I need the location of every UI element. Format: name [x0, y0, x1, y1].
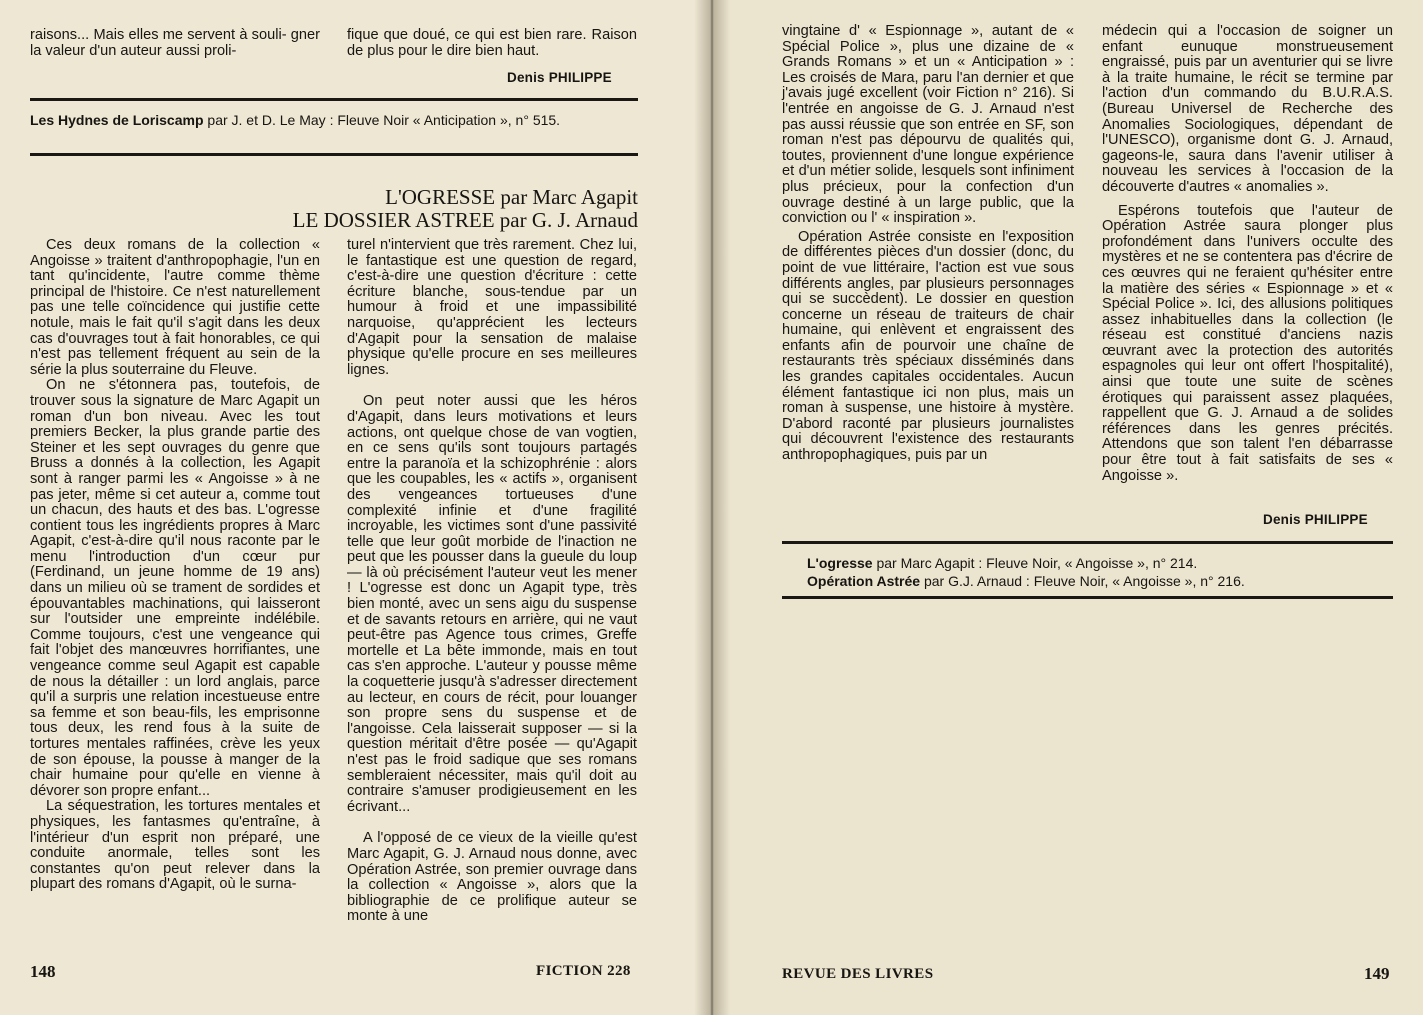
paragraph: On ne s'étonnera pas, toutefois, de trouver sous la signature de Marc Agapit un roman d'un bon niveau. Avec les tout premiers Becker, la plus grande partie des Steiner et les sept ouvrages du genre que Bruss a donnés à la collection, les Agapit sont à ranger parmi les « Angoisse » à ne pas jeter, même si cet auteur a, comme tout un chacun, des hauts et des bas. L'ogresse contient tous les ingrédients propres à Marc Agapit, c'est-à-dire qu'il nous raconte par le menu l'introduction d'un cœur pur (Ferdinand, un jeune homme de 19 ans) dans un milieu où se trament de sordides et épouvantables machinations, qui laisseront sur l'outsider une empreinte indélébile. Comme toujours, c'est une vengeance qui fait l'objet des manœuvres horrifiantes, une vengeance comme seul Agapit est capable de nous la détailler : un lord anglais, parce qu'il a surpris une relation incestueuse entre sa femme et son beau-fils, les emprisonne tous deux, les rend fous à la suite de tortures mentales raffinées, crève les yeux de son épouse, la pousse à manger de la chair humaine pour qu'elle en vienne à dévorer son propre enfant... — [30, 377, 320, 799]
biblio-title: Les Hydnes de Loriscamp — [30, 112, 204, 128]
left-column-2 — [347, 238, 637, 925]
heading-ogresse: L'OGRESSE par Marc Agapit — [385, 185, 638, 209]
biblio-ogresse — [807, 555, 1393, 572]
biblio-title: Opération Astrée — [807, 573, 921, 589]
paragraph: fique que doué, ce qui est bien rare. Raison de plus pour le dire bien haut. — [347, 27, 637, 59]
paragraph: médecin qui a l'occasion de soigner un enfant eunuque monstrueusement engraissé, puis par un aventurier qui se livre à la traite humaine, le récit se termine par l'action d'un commando du B.U.R.A.S. (Bureau Universel de Recherche des Anomalies Sociologiques, dépendant de l'UNESCO), organisme dont G. J. Arnaud, gageons-le, saura dans l'avenir utiliser à nouveau les services à l'occasion de la découverte d'autres « anomalies ». — [1102, 23, 1393, 195]
left-top-column-1 — [30, 28, 320, 59]
divider — [782, 541, 1393, 544]
right-column-1 — [782, 24, 1074, 464]
right-page — [712, 0, 1423, 1015]
biblio-details: par Marc Agapit : Fleuve Noir, « Angoisse », n° 214. — [872, 555, 1198, 571]
biblio-title: L'ogresse — [807, 555, 873, 571]
page-number-right: 149 — [1364, 964, 1390, 983]
paragraph: Opération Astrée consiste en l'exposition de différentes pièces d'un dossier (donc, du point de vue littéraire, l'action est vue sous différents angles, par plusieurs personnages qui se succèdent). Le dossier en question concerne un réseau de traiteurs de chair humaine, qui enlèvent et engraissent des enfants afin de pourvoir une chaîne de restaurants très spéciaux disséminés dans les grandes capitales occidentales. Aucun élément fantastique ici non plus, mais un roman à suspense, une histoire à mystère. D'abord raconté par plusieurs journalistes qui découvrent l'existence des restaurants anthropophagiques, puis par un — [782, 228, 1074, 464]
paragraph: A l'opposé de ce vieux de la vieille qu'est Marc Agapit, G. J. Arnaud nous donne, avec Opération Astrée, son premier ouvrage dans la collection « Angoisse », alors que la bibliographie de ce prolifique auteur se monte à une — [347, 830, 637, 925]
review-heading — [30, 185, 638, 235]
paragraph: vingtaine d' « Espionnage », autant de « Spécial Police », plus une dizaine de « Grands Romans » et un « Anticipation » : Les croisés de Mara, paru l'an dernier et que j'avais jugé excellent (voir Fiction n° 216). Si l'entrée en angoisse de G. J. Arnaud n'est pas aussi réussie que son entrée en SF, son roman n'est pas dépourvu de qualités qui, toutes, proviennent d'une longue expérience et d'un métier solide, lesquels sont infiniment plus précieux, pour la confection d'un ouvrage destiné à un large public, que la conviction ou l' « inspiration ». — [782, 23, 1074, 227]
book-gutter — [694, 0, 730, 1015]
left-top-column-2 — [347, 28, 637, 59]
biblio-details: par J. et D. Le May : Fleuve Noir « Anticipation », n° 515. — [203, 112, 561, 128]
paragraph: turel n'intervient que très rarement. Chez lui, le fantastique est une question de regard, c'est-à-dire une question d'écriture : cette écriture blanche, sous-tendue par un humour à froid et une impassibilité narquoise, qu'apprécient les lecteurs d'Agapit pour la sensation de malaise physique qu'elle procure en ses meilleures lignes. — [347, 237, 637, 378]
left-column-1 — [30, 238, 320, 893]
signature: Denis PHILIPPE — [1263, 512, 1368, 527]
paragraph: Ces deux romans de la collection « Angoisse » traitent d'anthropophagie, l'un en tant qu'incidente, l'autre comme thème principal de l'histoire. Ce n'est naturellement pas une telle coïncidence qui justifie cette notule, mais le fait qu'il s'agit dans les deux cas d'ouvrages tout à fait honorables, ce qui n'est pas tellement fréquent au sein de la série la plus souterraine du Fleuve. — [30, 237, 320, 378]
biblio-operation-astree — [807, 573, 1393, 590]
divider — [782, 596, 1393, 599]
top-signature: Denis PHILIPPE — [507, 70, 612, 85]
paragraph: Espérons toutefois que l'auteur de Opération Astrée saura plonger plus profondément dans l'univers occulte des mystères et ne se contentera pas d'écrire de ces œuvres qui ne feraient qu'hésiter entre la matière des séries « Espionnage » et « Spécial Police ». Ici, des allusions politiques assez inhabituelles dans la collection (le réseau est constitué d'anciens nazis œuvrant avec la protection des autorités espagnoles qui leur ont offert l'hospitalité), ainsi que toute une suite de scènes érotiques qui paraissent assez plaquées, rappellent que G. J. Arnaud a de solides références dans les genres précités. Attendons que son talent l'en débarrasse pour être tout à fait satisfaits de ses « Angoisse ». — [1102, 202, 1393, 484]
paragraph: La séquestration, les tortures mentales et physiques, les fantasmes qu'entraîne, à l'intérieur d'un esprit non préparé, une conduite anormale, telles sont les constantes qu'on peut relever dans la plupart des romans d'Agapit, où le surna- — [30, 798, 320, 893]
paragraph: On peut noter aussi que les héros d'Agapit, dans leurs motivations et leurs actions, ont quelque chose de van vogtien, en ce sens qu'ils sont toujours partagés entre la paranoïa et la schizophrénie : alors que les coupables, les « actifs », organisent des vengeances tortueuses d'une complexité infinie et d'une fragilité incroyable, les victimes sont d'une passivité telle que leur goût morbide de l'inaction ne peut que les pousser dans la gueule du loup — là où précisément l'auteur veut les mener ! L'ogresse est donc un Agapit type, très bien monté, avec un sens aigu du suspense et de savants retours en arrière, qui ne vaut peut-être pas Agence tous crimes, Greffe mortelle et La bête immonde, mais en tout cas s'en approche. L'auteur y pousse même la coquetterie jusqu'à s'adresser directement au lecteur, en cours de récit, pour louanger son propre sens du suspense et de l'angoisse. Cela laisserait supposer — si la question méritait d'être posée — qu'Agapit n'est pas le froid sadique que ses romans sembleraient nécessiter, mais qu'il doit au contraire s'amuser prodigieusement en les écrivant... — [347, 393, 637, 815]
page-number-left: 148 — [30, 962, 56, 981]
paragraph: raisons... Mais elles me servent à souli- gner la valeur d'un auteur aussi proli- — [30, 27, 320, 59]
heading-dossier-astree: LE DOSSIER ASTREE par G. J. Arnaud — [292, 208, 638, 232]
divider — [30, 153, 638, 156]
biblio-details: par G.J. Arnaud : Fleuve Noir, « Angoisse », n° 216. — [920, 573, 1245, 589]
right-column-2 — [1102, 24, 1393, 484]
running-title-right: REVUE DES LIVRES — [782, 966, 934, 982]
running-title-left: FICTION 228 — [536, 963, 631, 979]
divider — [30, 98, 638, 101]
biblio-hydnes — [30, 112, 638, 129]
